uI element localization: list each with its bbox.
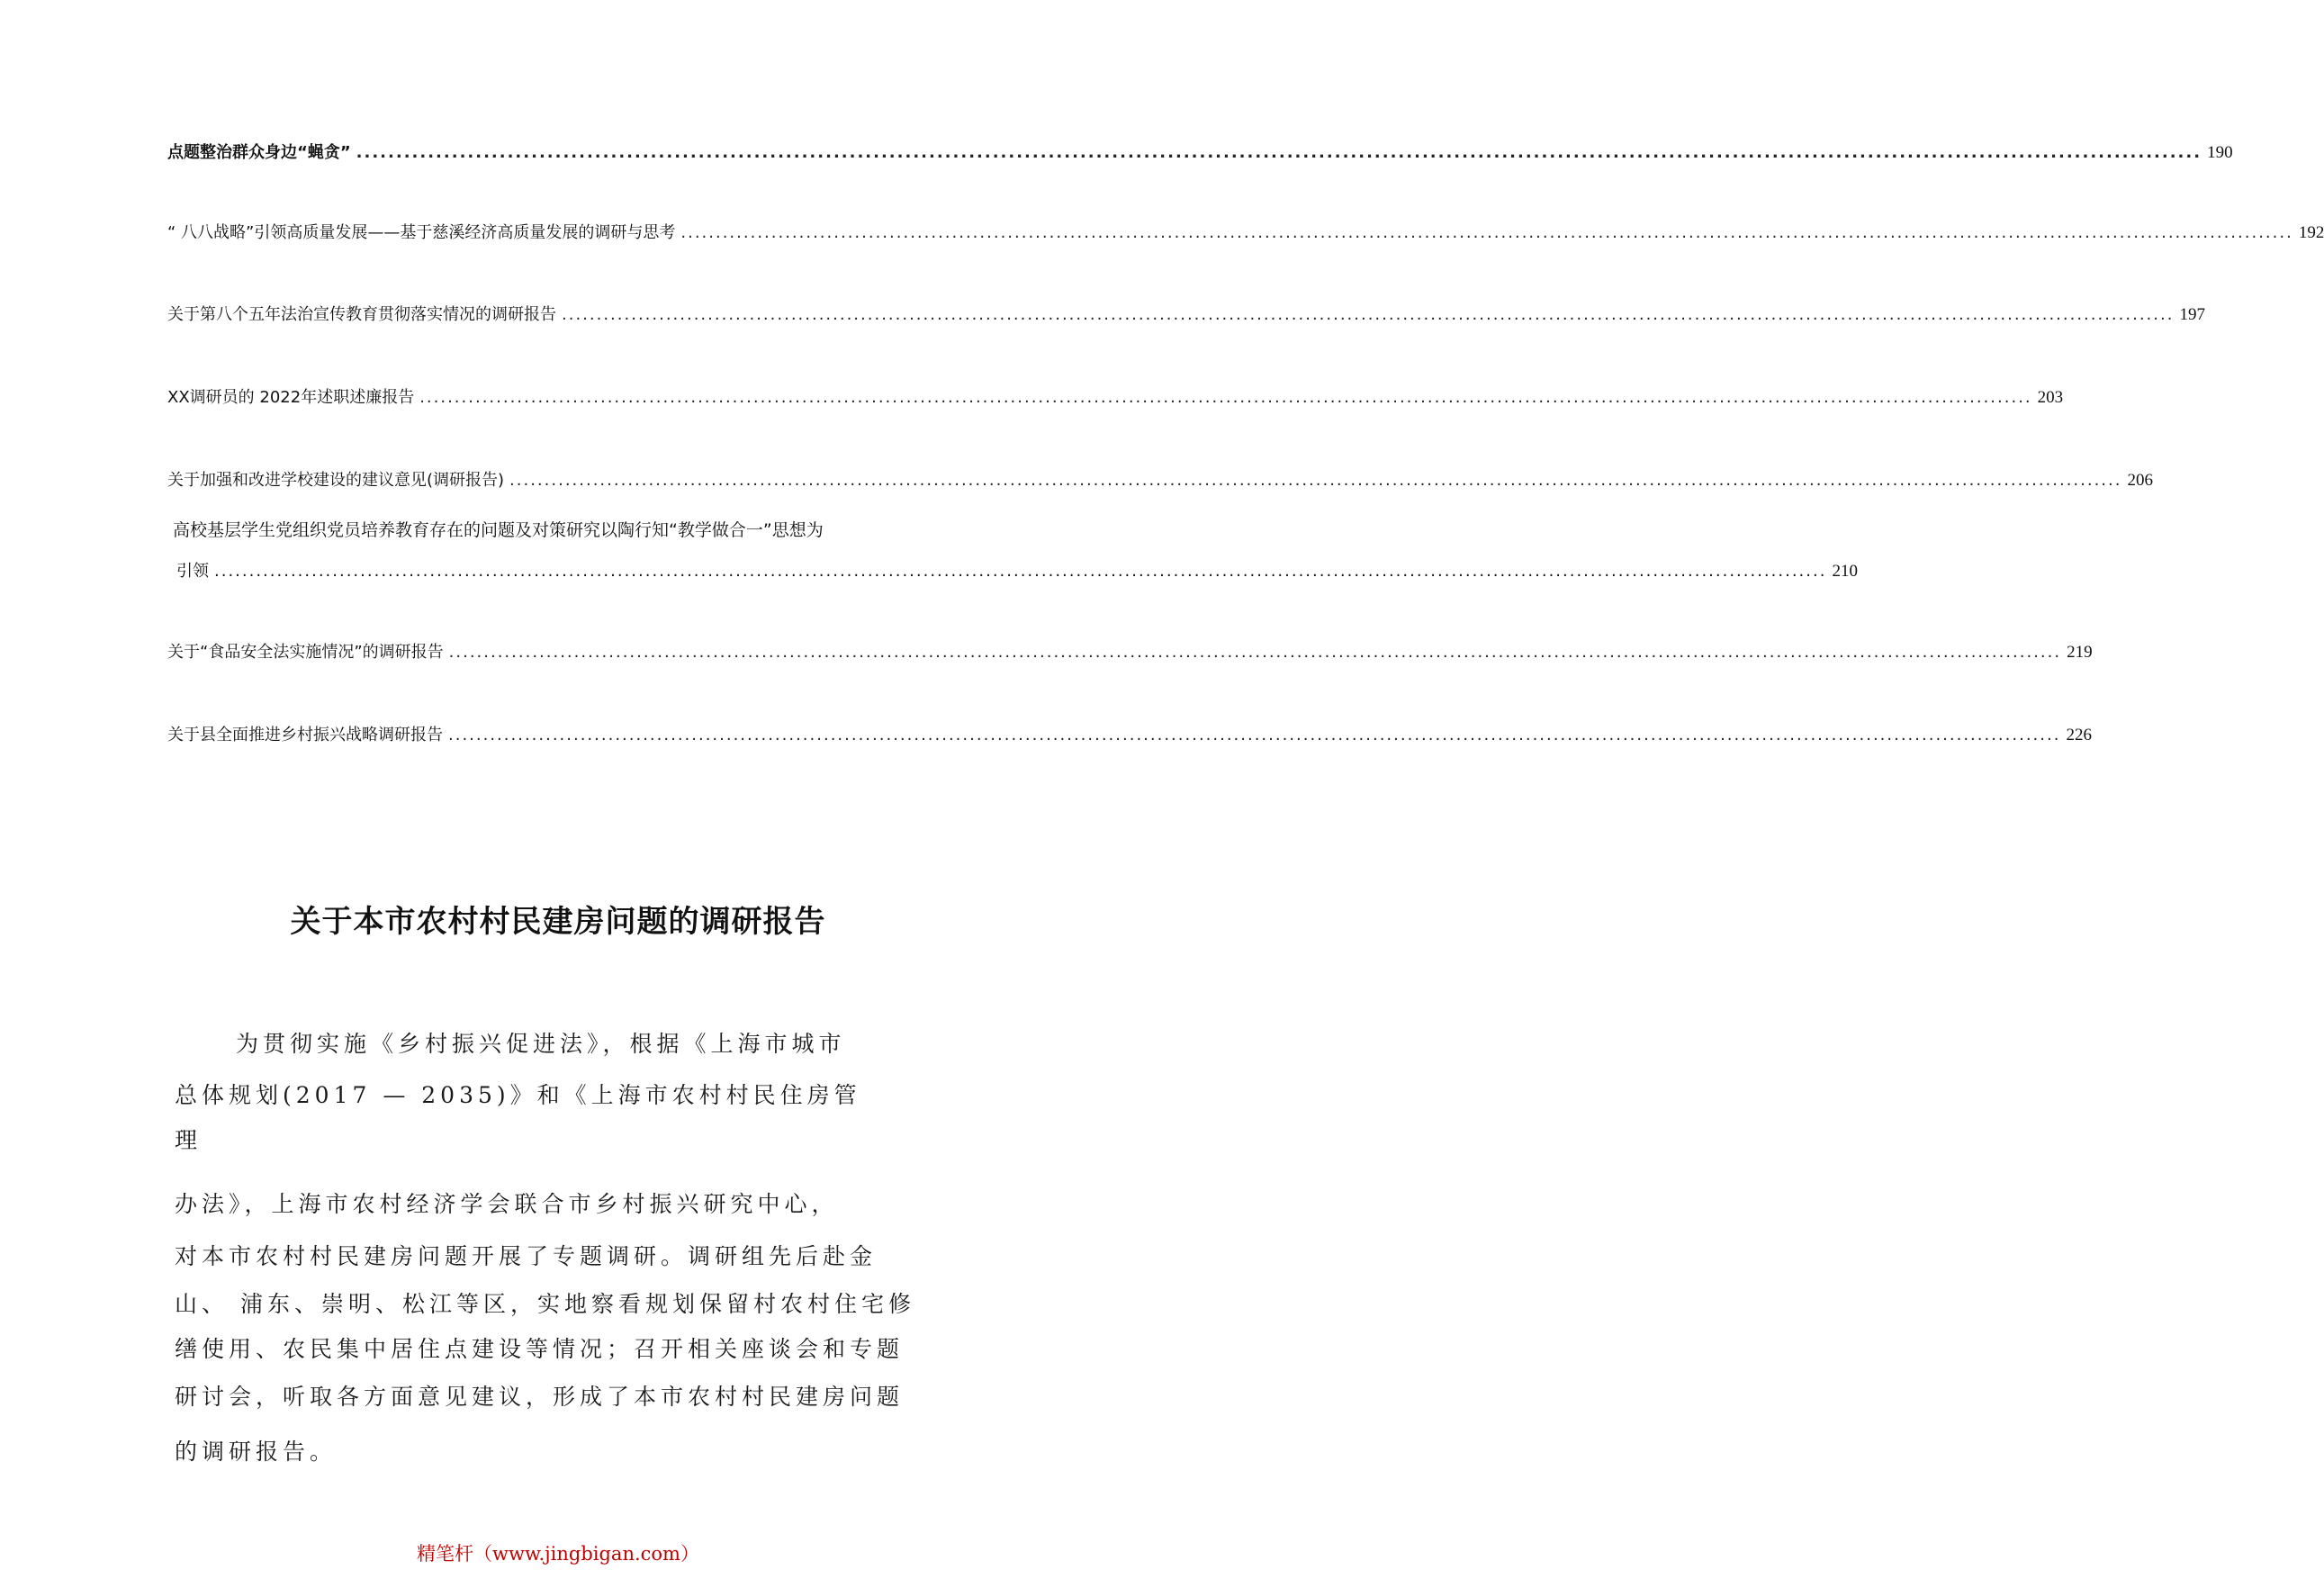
paragraph-line: 理 xyxy=(175,1127,203,1153)
toc-entry[interactable] xyxy=(167,141,2233,165)
paragraph-line: 对本市农村村民建房问题开展了专题调研。调研组先后赴金 xyxy=(175,1243,878,1269)
paragraph-line: 的调研报告。 xyxy=(175,1439,338,1465)
toc-entry-title: 关于“食品安全法实施情况”的调研报告 xyxy=(167,643,444,662)
toc-entry-title: 关于第八个五年法治宣传教育贯彻落实情况的调研报告 xyxy=(167,305,556,324)
toc-dot-leader xyxy=(509,469,2121,492)
toc-entry-title: 关于加强和改进学校建设的建议意见(调研报告) xyxy=(167,471,505,490)
toc-entry-title: “ 八八战略”引领高质量发展——基于慈溪经济高质量发展的调研与思考 xyxy=(167,223,676,242)
toc-entry-page: 190 xyxy=(2207,143,2233,162)
toc-dot-leader xyxy=(419,386,2031,410)
toc-dot-leader xyxy=(356,141,2202,165)
paragraph-line: 研讨会，听取各方面意见建议，形成了本市农村村民建房问题 xyxy=(175,1384,905,1410)
toc-entry[interactable] xyxy=(167,724,2092,747)
toc-entry-title: 关于县全面推进乡村振兴战略调研报告 xyxy=(167,726,443,744)
toc-entry-page: 226 xyxy=(2066,726,2092,744)
paragraph-line: 总体规划(2017 — 2035)》和《上海市农村村民住房管 xyxy=(175,1082,861,1108)
toc-entry-title: XX调研员的 2022年述职述廉报告 xyxy=(167,388,415,407)
article-title: 关于本市农村村民建房问题的调研报告 xyxy=(290,904,826,940)
toc-entry-title: 点题整治群众身边“蝇贪” xyxy=(167,143,351,162)
toc-entry-page: 203 xyxy=(2037,388,2064,407)
toc-dot-leader xyxy=(449,641,2061,664)
paragraph-line: 办法》，上海市农村经济学会联合市乡村振兴研究中心， xyxy=(175,1191,839,1217)
toc-entry[interactable] xyxy=(167,303,2205,327)
toc-entry[interactable] xyxy=(167,641,2093,664)
paragraph-line: 山、 浦东、崇明、松江等区，实地察看规划保留村农村住宅修 xyxy=(175,1291,915,1317)
toc-entry-title: 高校基层学生党组织党员培养教育存在的问题及对策研究以陶行知“教学做合一”思想为 xyxy=(173,520,824,540)
toc-entry-page: 197 xyxy=(2179,305,2205,324)
toc-entry-page: 192 xyxy=(2298,223,2324,242)
toc-dot-leader xyxy=(680,221,2292,245)
toc-entry[interactable] xyxy=(167,469,2153,492)
toc-entry-page: 206 xyxy=(2127,471,2153,490)
toc-dot-leader xyxy=(448,724,2060,747)
toc-entry-page: 219 xyxy=(2067,643,2093,662)
toc-entry-title-continued: 引领 xyxy=(176,562,209,581)
toc-dot-leader xyxy=(562,303,2174,327)
toc-dot-leader: ........................................................................................................................................................................................................................................ xyxy=(214,562,1827,581)
paragraph-line: 为贯彻实施《乡村振兴促进法》，根据《上海市城市 xyxy=(236,1031,846,1057)
footer-watermark: 精笔杆（www.jingbigan.com） xyxy=(417,1543,699,1565)
toc-entry[interactable] xyxy=(167,221,2324,245)
paragraph-line: 缮使用、农民集中居住点建设等情况；召开相关座谈会和专题 xyxy=(175,1336,905,1362)
toc-entry[interactable] xyxy=(167,519,1858,583)
toc-entry[interactable] xyxy=(167,386,2064,410)
toc-entry-page: 210 xyxy=(1832,562,1858,581)
